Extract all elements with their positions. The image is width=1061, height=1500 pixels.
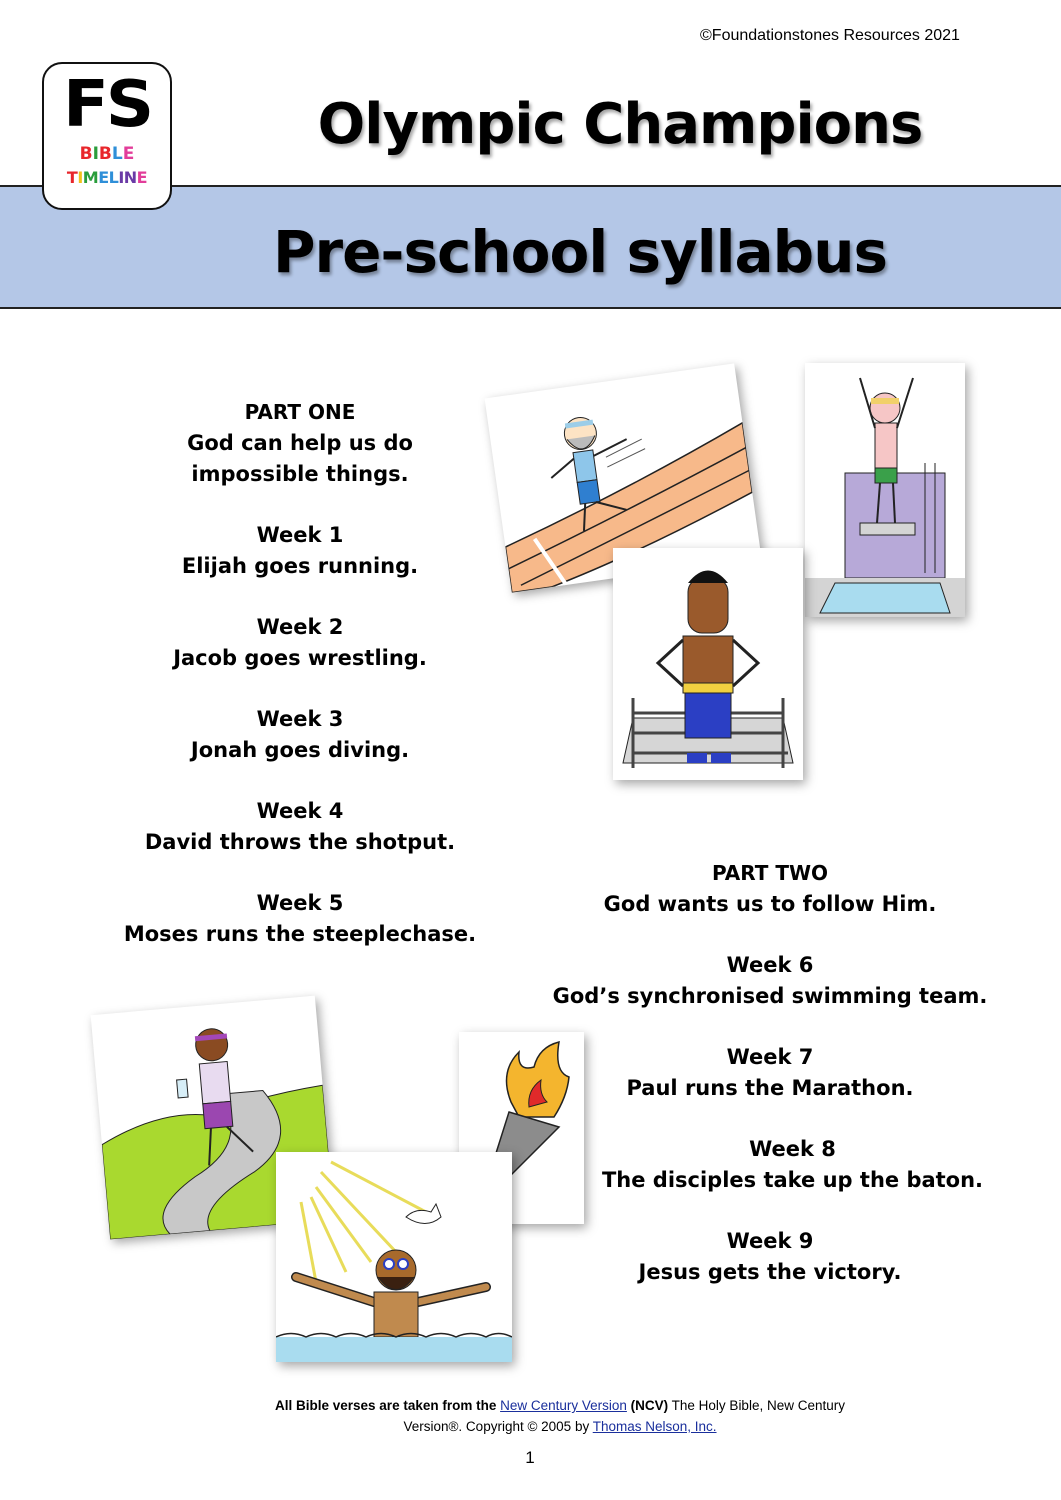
- part-two-header: [540, 858, 1000, 920]
- logo-letter: B: [98, 144, 112, 164]
- week-title: Paul runs the Marathon.: [626, 1076, 914, 1100]
- part-theme-line: God can help us do: [187, 431, 413, 455]
- week-item: [540, 1226, 1000, 1288]
- logo-letter: I: [118, 168, 124, 187]
- part-one-column: [100, 397, 500, 980]
- logo-letter: E: [98, 168, 109, 187]
- logo-letter: E: [122, 144, 135, 164]
- credit-text: The Holy Bible, New Century Version®. Copyright © 2005 by: [403, 1398, 845, 1434]
- swimmer-drawing-icon: [276, 1152, 512, 1362]
- week-item: [100, 796, 500, 858]
- week-title: Moses runs the steeplechase.: [123, 922, 477, 946]
- part-theme-line: God wants us to follow Him.: [603, 892, 937, 916]
- week-label: Week 4: [256, 799, 344, 823]
- logo-letter: E: [136, 168, 148, 187]
- week-label: Week 6: [726, 953, 814, 977]
- week-title: Jacob goes wrestling.: [173, 646, 427, 670]
- part-one-header: [100, 397, 500, 490]
- part-theme-line: impossible things.: [191, 462, 409, 486]
- week-label: Week 3: [256, 707, 344, 731]
- week-item: [100, 704, 500, 766]
- logo-letter: L: [111, 144, 123, 164]
- week-label: Week 2: [256, 615, 344, 639]
- week-title: God’s synchronised swimming team.: [552, 984, 988, 1008]
- week-title: Elijah goes running.: [181, 554, 419, 578]
- logo-letter: B: [79, 144, 93, 164]
- credit-intro: All Bible verses are taken from the: [275, 1398, 501, 1413]
- logo-letter: T: [66, 168, 78, 187]
- week-label: Week 5: [256, 891, 344, 915]
- page-subtitle: Pre-school syllabus: [272, 218, 888, 286]
- wrestler-in-ring-illustration: [613, 548, 803, 780]
- week-title: David throws the shotput.: [144, 830, 456, 854]
- thomas-nelson-link[interactable]: Thomas Nelson, Inc.: [592, 1419, 717, 1434]
- logo-fs-text: FS: [62, 68, 152, 142]
- part-two-column: [540, 858, 1000, 1318]
- week-item: [100, 888, 500, 950]
- page-title: Olympic Champions: [317, 92, 923, 157]
- swimmer-with-dove-illustration: [276, 1152, 512, 1362]
- logo-letter: M: [82, 168, 99, 187]
- week-label: Week 7: [726, 1045, 814, 1069]
- week-label: Week 8: [749, 1137, 836, 1161]
- week-item: [540, 1134, 1000, 1196]
- fs-bible-timeline-logo: [42, 62, 172, 210]
- logo-letter: N: [123, 168, 137, 187]
- week-item: [100, 520, 500, 582]
- part-heading: PART TWO: [711, 861, 829, 885]
- logo-letter: L: [108, 168, 119, 187]
- bible-version-credit: [270, 1395, 850, 1437]
- diver-drawing-icon: [805, 363, 965, 617]
- week-title: The disciples take up the baton.: [601, 1168, 984, 1192]
- part-heading: PART ONE: [244, 400, 356, 424]
- week-title: Jesus gets the victory.: [638, 1260, 902, 1284]
- week-item: [540, 1042, 1000, 1104]
- credit-ncv: (NCV): [626, 1398, 669, 1413]
- logo-bible-text: [44, 144, 170, 164]
- week-label: Week 1: [256, 523, 344, 547]
- week-item: [540, 950, 1000, 1012]
- week-title: Jonah goes diving.: [190, 738, 410, 762]
- logo-timeline-text: [44, 168, 170, 188]
- logo-letter: I: [92, 144, 99, 164]
- new-century-version-link[interactable]: New Century Version: [500, 1398, 627, 1413]
- logo-letter: I: [77, 168, 83, 187]
- wrestler-drawing-icon: [613, 548, 803, 780]
- diver-on-board-illustration: [805, 363, 965, 617]
- copyright-notice: ©Foundationstones Resources 2021: [700, 27, 960, 44]
- page-number: 1: [525, 1448, 535, 1467]
- week-label: Week 9: [726, 1229, 814, 1253]
- week-item: [100, 612, 500, 674]
